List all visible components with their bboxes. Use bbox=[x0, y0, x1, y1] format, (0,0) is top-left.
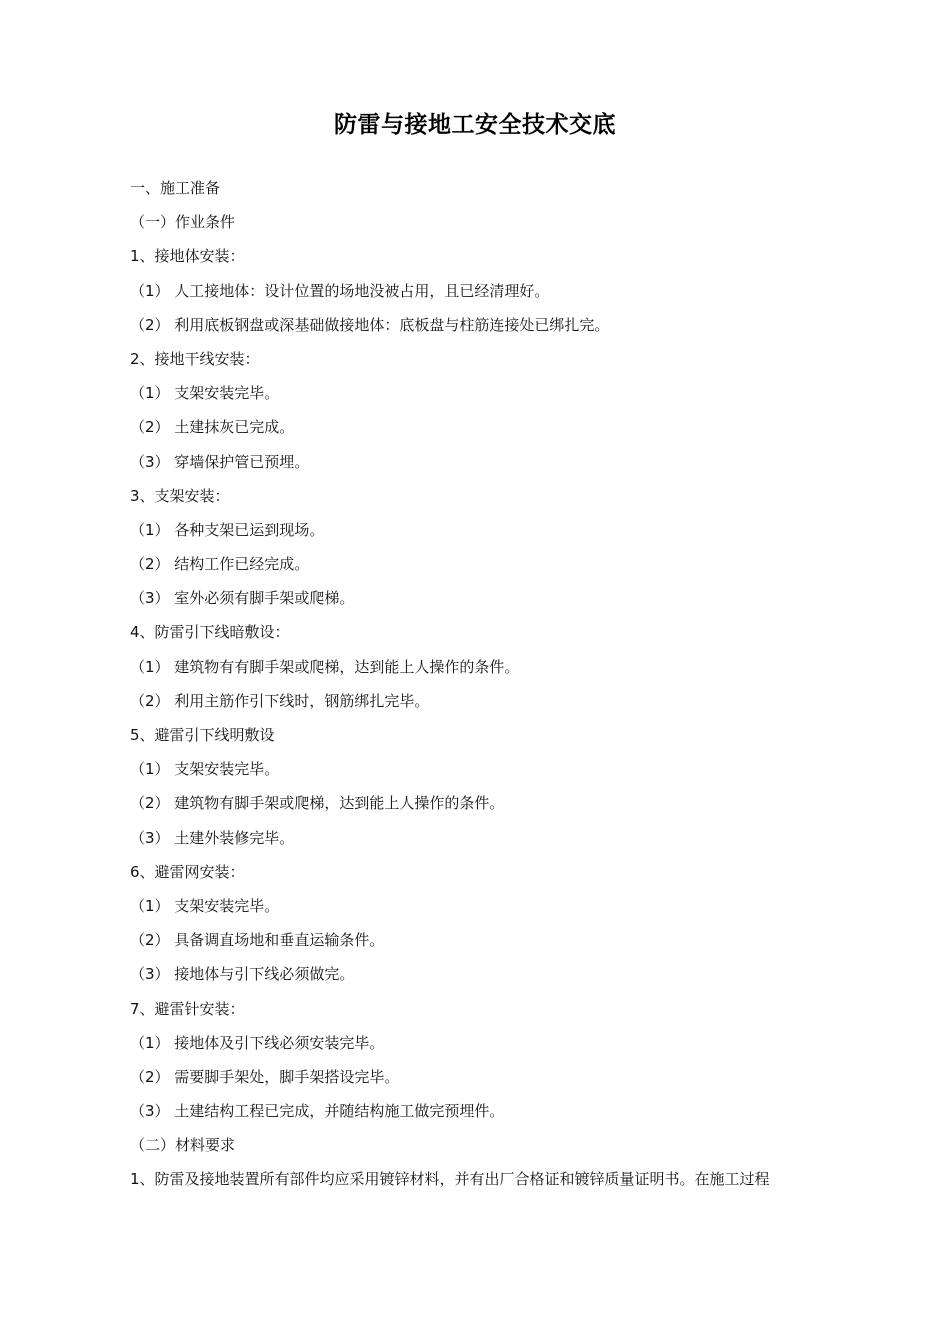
subsection-heading: （二）材料要求 bbox=[130, 1136, 236, 1155]
sub-item: （2） 土建抹灰已完成。 bbox=[130, 418, 295, 437]
sub-item: （1） 支架安装完毕。 bbox=[130, 760, 280, 779]
item-heading: 4、防雷引下线暗敷设： bbox=[130, 623, 290, 642]
item-heading: 7、避雷针安装： bbox=[130, 999, 245, 1018]
sub-item: （3） 室外必须有脚手架或爬梯。 bbox=[130, 589, 355, 608]
sub-item: （3） 穿墙保护管已预埋。 bbox=[130, 452, 310, 471]
sub-item: （1） 各种支架已运到现场。 bbox=[130, 520, 325, 539]
sub-item: （3） 接地体与引下线必须做完。 bbox=[130, 965, 355, 984]
sub-item: （1） 建筑物有有脚手架或爬梯，达到能上人操作的条件。 bbox=[130, 657, 520, 676]
item-heading: 2、接地干线安装： bbox=[130, 349, 260, 368]
sub-item: （1） 接地体及引下线必须安装完毕。 bbox=[130, 1033, 385, 1052]
sub-item: （2） 需要脚手架处，脚手架搭设完毕。 bbox=[130, 1067, 400, 1086]
paragraph-line: 1、防雷及接地装置所有部件均应采用镀锌材料，并有出厂合格证和镀锌质量证明书。在施工过程 bbox=[130, 1170, 770, 1189]
section-heading: 一、施工准备 bbox=[130, 179, 221, 197]
sub-item: （2） 利用主筋作引下线时，钢筋绑扎完毕。 bbox=[130, 691, 430, 710]
sub-item: （1） 支架安装完毕。 bbox=[130, 384, 280, 403]
item-heading: 3、支架安装： bbox=[130, 486, 230, 505]
sub-item: （1） 人工接地体：设计位置的场地没被占用，且已经清理好。 bbox=[130, 281, 550, 300]
item-heading: 6、避雷网安装： bbox=[130, 862, 245, 881]
subsection-heading: （一）作业条件 bbox=[130, 213, 236, 232]
sub-item: （2） 结构工作已经完成。 bbox=[130, 555, 310, 574]
sub-item: （3） 土建结构工程已完成，并随结构施工做完预埋件。 bbox=[130, 1102, 505, 1121]
sub-item: （2） 利用底板钢盘或深基础做接地体：底板盘与柱筋连接处已绑扎完。 bbox=[130, 315, 610, 334]
document-body bbox=[130, 171, 890, 1197]
document-title: 防雷与接地工安全技术交底 bbox=[334, 112, 616, 138]
item-heading: 5、避雷引下线明敷设 bbox=[130, 726, 275, 744]
sub-item: （2） 建筑物有脚手架或爬梯，达到能上人操作的条件。 bbox=[130, 794, 505, 813]
sub-item: （2） 具备调直场地和垂直运输条件。 bbox=[130, 931, 385, 950]
sub-item: （3） 土建外装修完毕。 bbox=[130, 828, 295, 847]
item-heading: 1、接地体安装： bbox=[130, 247, 245, 266]
sub-item: （1） 支架安装完毕。 bbox=[130, 896, 280, 915]
